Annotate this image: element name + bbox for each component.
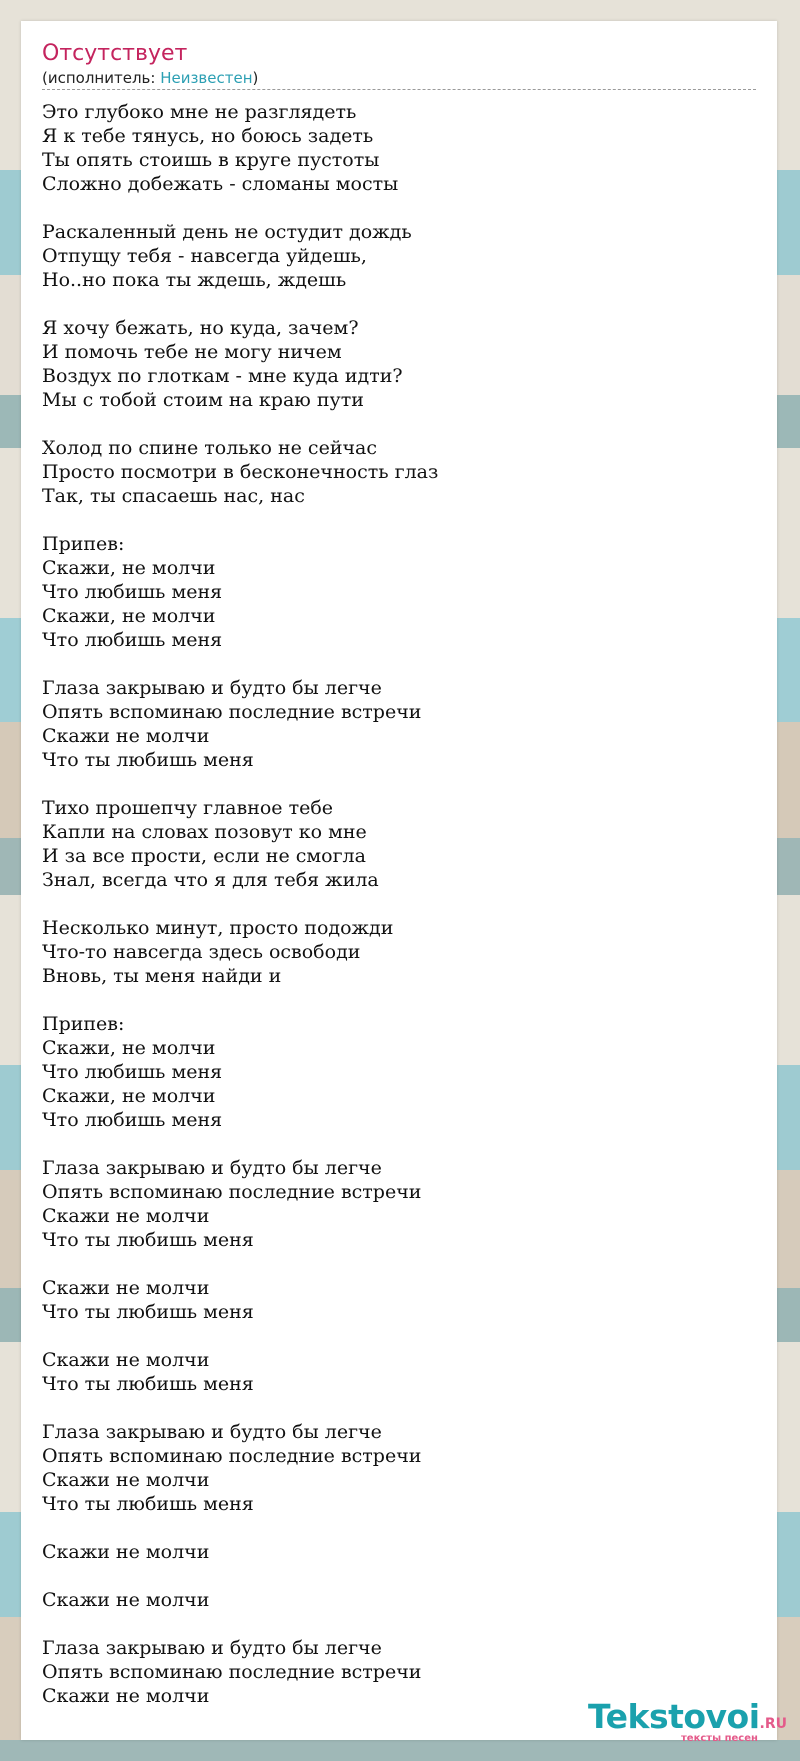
lyric-line: Скажи, не молчи	[42, 557, 216, 579]
lyric-line: Скажи не молчи	[42, 1277, 210, 1299]
lyric-line: Что ты любишь меня	[42, 749, 254, 771]
lyric-line: Припев:	[42, 1013, 125, 1035]
logo-tld: .RU	[759, 1716, 788, 1732]
lyric-line: Раскаленный день не остудит дождь	[42, 221, 412, 243]
lyric-blank-line	[42, 1396, 756, 1420]
lyric-blank-line	[42, 988, 756, 1012]
lyric-line: Так, ты спасаешь нас, нас	[42, 485, 305, 507]
lyric-line: Скажи, не молчи	[42, 605, 216, 627]
lyric-line: Скажи не молчи	[42, 725, 210, 747]
lyric-line: Скажи не молчи	[42, 1541, 210, 1563]
lyric-line: Скажи, не молчи	[42, 1037, 216, 1059]
lyric-line: Вновь, ты меня найди и	[42, 965, 282, 987]
lyric-line: Что ты любишь меня	[42, 1301, 254, 1323]
lyric-line: И за все прости, если не смогла	[42, 845, 366, 867]
lyric-line: Глаза закрываю и будто бы легче	[42, 1421, 382, 1443]
lyric-blank-line	[42, 412, 756, 436]
artist-suffix: )	[252, 69, 259, 87]
logo-name: Tekstovoi	[588, 1697, 760, 1736]
artist-link[interactable]: Неизвестен	[160, 69, 253, 87]
lyric-line: Тихо прошепчу главное тебе	[42, 797, 334, 819]
lyric-line: Капли на словах позовут ко мне	[42, 821, 367, 843]
lyrics-card	[21, 21, 788, 1744]
lyric-line: Припев:	[42, 533, 125, 555]
lyric-line: Скажи не молчи	[42, 1685, 210, 1707]
lyric-blank-line	[42, 652, 756, 676]
lyric-line: И помочь тебе не могу ничем	[42, 341, 342, 363]
lyric-line: Опять вспоминаю последние встречи	[42, 701, 422, 723]
lyric-line: Знал, всегда что я для тебя жила	[42, 869, 379, 891]
lyric-line: Что любишь меня	[42, 1061, 223, 1083]
lyric-line: Что ты любишь меня	[42, 1229, 254, 1251]
lyric-line: Что любишь меня	[42, 581, 223, 603]
lyric-line: Это глубоко мне не разглядеть	[42, 101, 357, 123]
lyric-blank-line	[42, 1516, 756, 1540]
lyric-line: Скажи, не молчи	[42, 1085, 216, 1107]
lyric-blank-line	[42, 1132, 756, 1156]
lyric-line: Что ты любишь меня	[42, 1493, 254, 1515]
lyric-line: Опять вспоминаю последние встречи	[42, 1445, 422, 1467]
lyric-line: Мы с тобой стоим на краю пути	[42, 389, 364, 411]
lyric-line: Что-то навсегда здесь освободи	[42, 941, 361, 963]
lyric-blank-line	[42, 1612, 756, 1636]
lyric-blank-line	[42, 1564, 756, 1588]
lyric-line: Скажи не молчи	[42, 1589, 210, 1611]
lyric-line: Скажи не молчи	[42, 1205, 210, 1227]
lyric-line: Опять вспоминаю последние встречи	[42, 1181, 422, 1203]
artist-line	[42, 69, 258, 87]
site-logo[interactable]	[588, 1697, 788, 1744]
lyric-line: Что любишь меня	[42, 1109, 223, 1131]
lyric-blank-line	[42, 1324, 756, 1348]
lyric-blank-line	[42, 196, 756, 220]
title-divider	[42, 89, 756, 90]
lyric-blank-line	[42, 508, 756, 532]
lyric-line: Воздух по глоткам - мне куда идти?	[42, 365, 403, 387]
lyric-line: Скажи не молчи	[42, 1349, 210, 1371]
lyric-line: Опять вспоминаю последние встречи	[42, 1661, 422, 1683]
lyric-blank-line	[42, 772, 756, 796]
lyric-blank-line	[42, 292, 756, 316]
artist-prefix: (исполнитель:	[42, 69, 161, 87]
lyric-line: Я к тебе тянусь, но боюсь задеть	[42, 125, 374, 147]
song-title: Отсутствует	[42, 41, 188, 66]
lyric-line: Глаза закрываю и будто бы легче	[42, 677, 382, 699]
lyrics-text	[42, 100, 756, 1708]
lyric-blank-line	[42, 892, 756, 916]
lyric-line: Я хочу бежать, но куда, зачем?	[42, 317, 359, 339]
lyric-line: Скажи не молчи	[42, 1469, 210, 1491]
lyric-blank-line	[42, 1252, 756, 1276]
lyric-line: Что ты любишь меня	[42, 1373, 254, 1395]
lyric-line: Холод по спине только не сейчас	[42, 437, 378, 459]
lyric-line: Несколько минут, просто подожди	[42, 917, 394, 939]
lyric-line: Отпущу тебя - навсегда уйдешь,	[42, 245, 367, 267]
lyric-line: Но..но пока ты ждешь, ждешь	[42, 269, 347, 291]
lyric-line: Глаза закрываю и будто бы легче	[42, 1637, 382, 1659]
logo-tagline: тексты песен	[681, 1733, 758, 1744]
lyric-line: Что любишь меня	[42, 629, 223, 651]
lyric-line: Сложно добежать - сломаны мосты	[42, 173, 399, 195]
lyric-line: Ты опять стоишь в круге пустоты	[42, 149, 380, 171]
lyric-line: Просто посмотри в бесконечность глаз	[42, 461, 439, 483]
lyric-line: Глаза закрываю и будто бы легче	[42, 1157, 382, 1179]
